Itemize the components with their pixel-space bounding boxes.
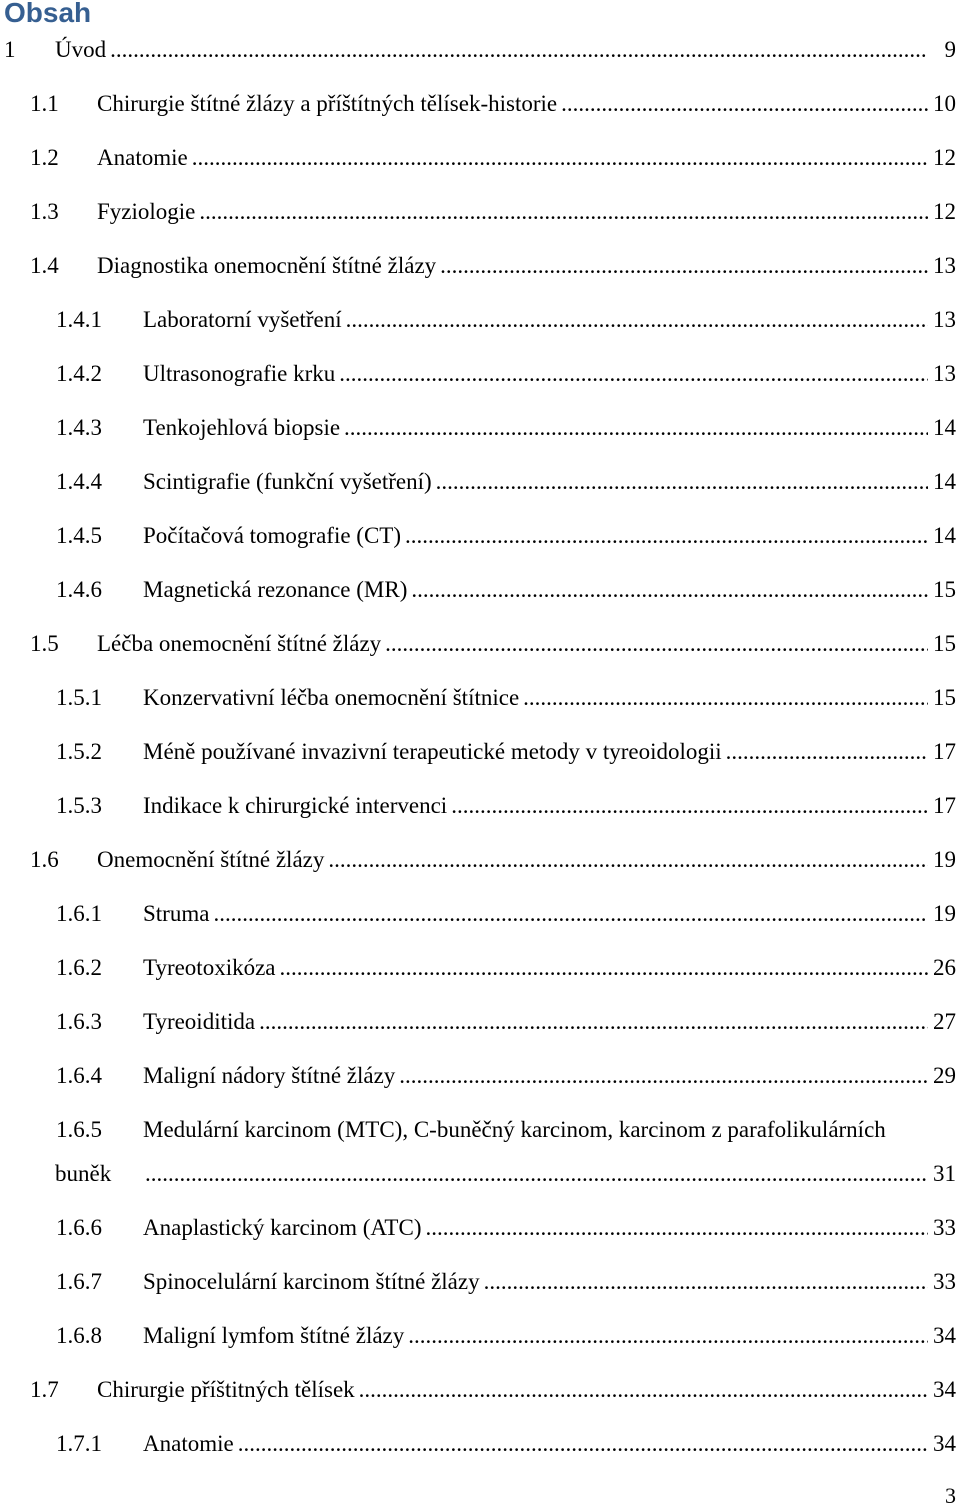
dot-leader bbox=[110, 36, 928, 64]
toc-entry-page: 34 bbox=[933, 1431, 956, 1456]
toc-entry-number: 1.6.2 bbox=[56, 955, 102, 980]
dot-leader bbox=[484, 1268, 928, 1296]
toc-entry[interactable] bbox=[0, 36, 958, 64]
toc-entry-title: Úvod bbox=[55, 36, 109, 64]
toc-entry[interactable] bbox=[0, 414, 958, 442]
toc-entry-title: Ultrasonografie krku bbox=[143, 360, 338, 388]
toc-entry[interactable] bbox=[0, 1062, 958, 1090]
toc-entry-page: 13 bbox=[933, 307, 956, 332]
toc-entry-title: Diagnostika onemocnění štítné žlázy bbox=[97, 252, 439, 280]
dot-leader bbox=[192, 144, 928, 172]
toc-entry-number: 1.5.2 bbox=[56, 739, 102, 764]
toc-entry-continuation[interactable] bbox=[0, 1160, 958, 1188]
toc-entry[interactable] bbox=[0, 576, 958, 604]
toc-entry[interactable] bbox=[0, 468, 958, 496]
toc-entry-number: 1.7 bbox=[30, 1377, 59, 1402]
toc-entry-number: 1.6.4 bbox=[56, 1063, 102, 1088]
dot-leader bbox=[405, 522, 928, 550]
dot-leader bbox=[339, 360, 928, 388]
toc-entry-title: Konzervativní léčba onemocnění štítnice bbox=[143, 684, 522, 712]
dot-leader bbox=[238, 1430, 928, 1458]
toc-entry-title: Maligní lymfom štítné žlázy bbox=[143, 1322, 407, 1350]
toc-entry[interactable] bbox=[0, 684, 958, 712]
dot-leader bbox=[451, 792, 928, 820]
toc-entry-number: 1 bbox=[4, 37, 16, 62]
toc-entry-number: 1.5 bbox=[30, 631, 59, 656]
toc-entry-page: 12 bbox=[933, 199, 956, 224]
toc-entry-title: Spinocelulární karcinom štítné žlázy bbox=[143, 1268, 483, 1296]
toc-entry[interactable] bbox=[0, 1376, 958, 1404]
toc-entry-title: Indikace k chirurgické intervenci bbox=[143, 792, 450, 820]
toc-entry-title: Tenkojehlová biopsie bbox=[143, 414, 343, 442]
toc-entry-page: 13 bbox=[933, 361, 956, 386]
toc-entry-number: 1.1 bbox=[30, 91, 59, 116]
toc-entry-page: 33 bbox=[933, 1215, 956, 1240]
toc-entry-number: 1.4.4 bbox=[56, 469, 102, 494]
toc-entry-number: 1.4.3 bbox=[56, 415, 102, 440]
dot-leader bbox=[213, 900, 928, 928]
toc-entry[interactable] bbox=[0, 90, 958, 118]
toc-entry-number: 1.5.3 bbox=[56, 793, 102, 818]
toc-entry-number: 1.4.5 bbox=[56, 523, 102, 548]
toc-entry[interactable] bbox=[0, 1430, 958, 1458]
toc-entry-page: 14 bbox=[933, 469, 956, 494]
toc-entry-number: 1.6.5 bbox=[56, 1117, 102, 1142]
toc-entry-title: Fyziologie bbox=[97, 198, 198, 226]
toc-entry-number: 1.6.1 bbox=[56, 901, 102, 926]
toc-entry-title: Tyreotoxikóza bbox=[143, 954, 279, 982]
toc-entry[interactable] bbox=[0, 306, 958, 334]
toc-entry[interactable] bbox=[0, 252, 958, 280]
toc-entry[interactable] bbox=[0, 792, 958, 820]
toc-entry-page: 29 bbox=[933, 1063, 956, 1088]
toc-entry-title: Anaplastický karcinom (ATC) bbox=[143, 1214, 424, 1242]
toc-entry-title: Anatomie bbox=[97, 144, 191, 172]
dot-leader bbox=[385, 630, 928, 658]
toc-entry-title: Medulární karcinom (MTC), C-buněčný karcinom, karcinom z parafolikulárních bbox=[143, 1116, 889, 1144]
dot-leader bbox=[346, 306, 928, 334]
toc-entry-title: Magnetická rezonance (MR) bbox=[143, 576, 410, 604]
toc-entry-number: 1.6.8 bbox=[56, 1323, 102, 1348]
toc-entry-page: 9 bbox=[944, 37, 956, 62]
toc-entry[interactable] bbox=[0, 954, 958, 982]
toc-entry-page: 17 bbox=[933, 739, 956, 764]
dot-leader bbox=[145, 1160, 928, 1188]
toc-entry-page: 33 bbox=[933, 1269, 956, 1294]
toc-entry-title: Maligní nádory štítné žlázy bbox=[143, 1062, 398, 1090]
dot-leader bbox=[359, 1376, 928, 1404]
toc-entry-title: Chirurgie štítné žlázy a příštítných tělísek-historie bbox=[97, 90, 560, 118]
toc-entry-title: Léčba onemocnění štítné žlázy bbox=[97, 630, 384, 658]
page-number: 3 bbox=[945, 1483, 956, 1508]
toc-entry-title: Chirurgie příštitných tělísek bbox=[97, 1376, 358, 1404]
toc-entry-title: Anatomie bbox=[143, 1430, 237, 1458]
dot-leader bbox=[436, 468, 928, 496]
toc-entry-title: Počítačová tomografie (CT) bbox=[143, 522, 404, 550]
toc-entry-page: 14 bbox=[933, 415, 956, 440]
toc-entry-number: 1.6.3 bbox=[56, 1009, 102, 1034]
dot-leader bbox=[408, 1322, 928, 1350]
toc-entry-page: 15 bbox=[933, 631, 956, 656]
toc-entry[interactable] bbox=[0, 144, 958, 172]
toc-entry[interactable] bbox=[0, 198, 958, 226]
toc-title: Obsah bbox=[4, 0, 92, 28]
toc-entry[interactable] bbox=[0, 900, 958, 928]
toc-entry-title: Tyreoiditida bbox=[143, 1008, 258, 1036]
dot-leader bbox=[411, 576, 928, 604]
toc-entry-number: 1.4.1 bbox=[56, 307, 102, 332]
dot-leader bbox=[259, 1008, 928, 1036]
toc-entry-title-continuation: buněk bbox=[55, 1160, 114, 1188]
toc-entry-number: 1.6.6 bbox=[56, 1215, 102, 1240]
toc-entry-page: 19 bbox=[933, 901, 956, 926]
toc-entry-number: 1.3 bbox=[30, 199, 59, 224]
toc-entry-title: Méně používané invazivní terapeutické metody v tyreoidologii bbox=[143, 738, 725, 766]
toc-entry-page: 15 bbox=[933, 577, 956, 602]
toc-entry[interactable] bbox=[0, 1322, 958, 1350]
toc-entry-page: 15 bbox=[933, 685, 956, 710]
dot-leader bbox=[199, 198, 928, 226]
dot-leader bbox=[561, 90, 928, 118]
toc-entry-number: 1.5.1 bbox=[56, 685, 102, 710]
toc-entry[interactable] bbox=[0, 522, 958, 550]
toc-entry[interactable] bbox=[0, 1116, 958, 1144]
toc-entry-page: 13 bbox=[933, 253, 956, 278]
toc-entry-number: 1.6 bbox=[30, 847, 59, 872]
toc-entry-number: 1.6.7 bbox=[56, 1269, 102, 1294]
toc-entry-page: 31 bbox=[933, 1161, 956, 1186]
dot-leader bbox=[328, 846, 928, 874]
toc-entry-number: 1.4.6 bbox=[56, 577, 102, 602]
toc-entry-number: 1.4 bbox=[30, 253, 59, 278]
toc-entry-title: Scintigrafie (funkční vyšetření) bbox=[143, 468, 435, 496]
toc-entry-page: 10 bbox=[933, 91, 956, 116]
toc-entry-page: 12 bbox=[933, 145, 956, 170]
toc-entry-number: 1.7.1 bbox=[56, 1431, 102, 1456]
toc-entry-page: 34 bbox=[933, 1377, 956, 1402]
dot-leader bbox=[440, 252, 928, 280]
toc-entry[interactable] bbox=[0, 846, 958, 874]
toc-entry-title: Onemocnění štítné žlázy bbox=[97, 846, 327, 874]
toc-entry[interactable] bbox=[0, 630, 958, 658]
toc-entry-page: 19 bbox=[933, 847, 956, 872]
toc-entry-page: 14 bbox=[933, 523, 956, 548]
toc-entry-number: 1.4.2 bbox=[56, 361, 102, 386]
toc-entry-page: 34 bbox=[933, 1323, 956, 1348]
toc-entry[interactable] bbox=[0, 1268, 958, 1296]
dot-leader bbox=[523, 684, 928, 712]
toc-entry[interactable] bbox=[0, 1008, 958, 1036]
toc-entry-title: Struma bbox=[143, 900, 212, 928]
toc-entry-page: 26 bbox=[933, 955, 956, 980]
toc-entry[interactable] bbox=[0, 738, 958, 766]
toc-entry-title: Laboratorní vyšetření bbox=[143, 306, 345, 334]
toc-entry[interactable] bbox=[0, 360, 958, 388]
toc-entry-page: 17 bbox=[933, 793, 956, 818]
toc-entry-page: 27 bbox=[933, 1009, 956, 1034]
dot-leader bbox=[280, 954, 928, 982]
dot-leader bbox=[425, 1214, 928, 1242]
dot-leader bbox=[726, 738, 928, 766]
toc-entry[interactable] bbox=[0, 1214, 958, 1242]
dot-leader bbox=[399, 1062, 928, 1090]
toc-entry-number: 1.2 bbox=[30, 145, 59, 170]
dot-leader bbox=[344, 414, 928, 442]
